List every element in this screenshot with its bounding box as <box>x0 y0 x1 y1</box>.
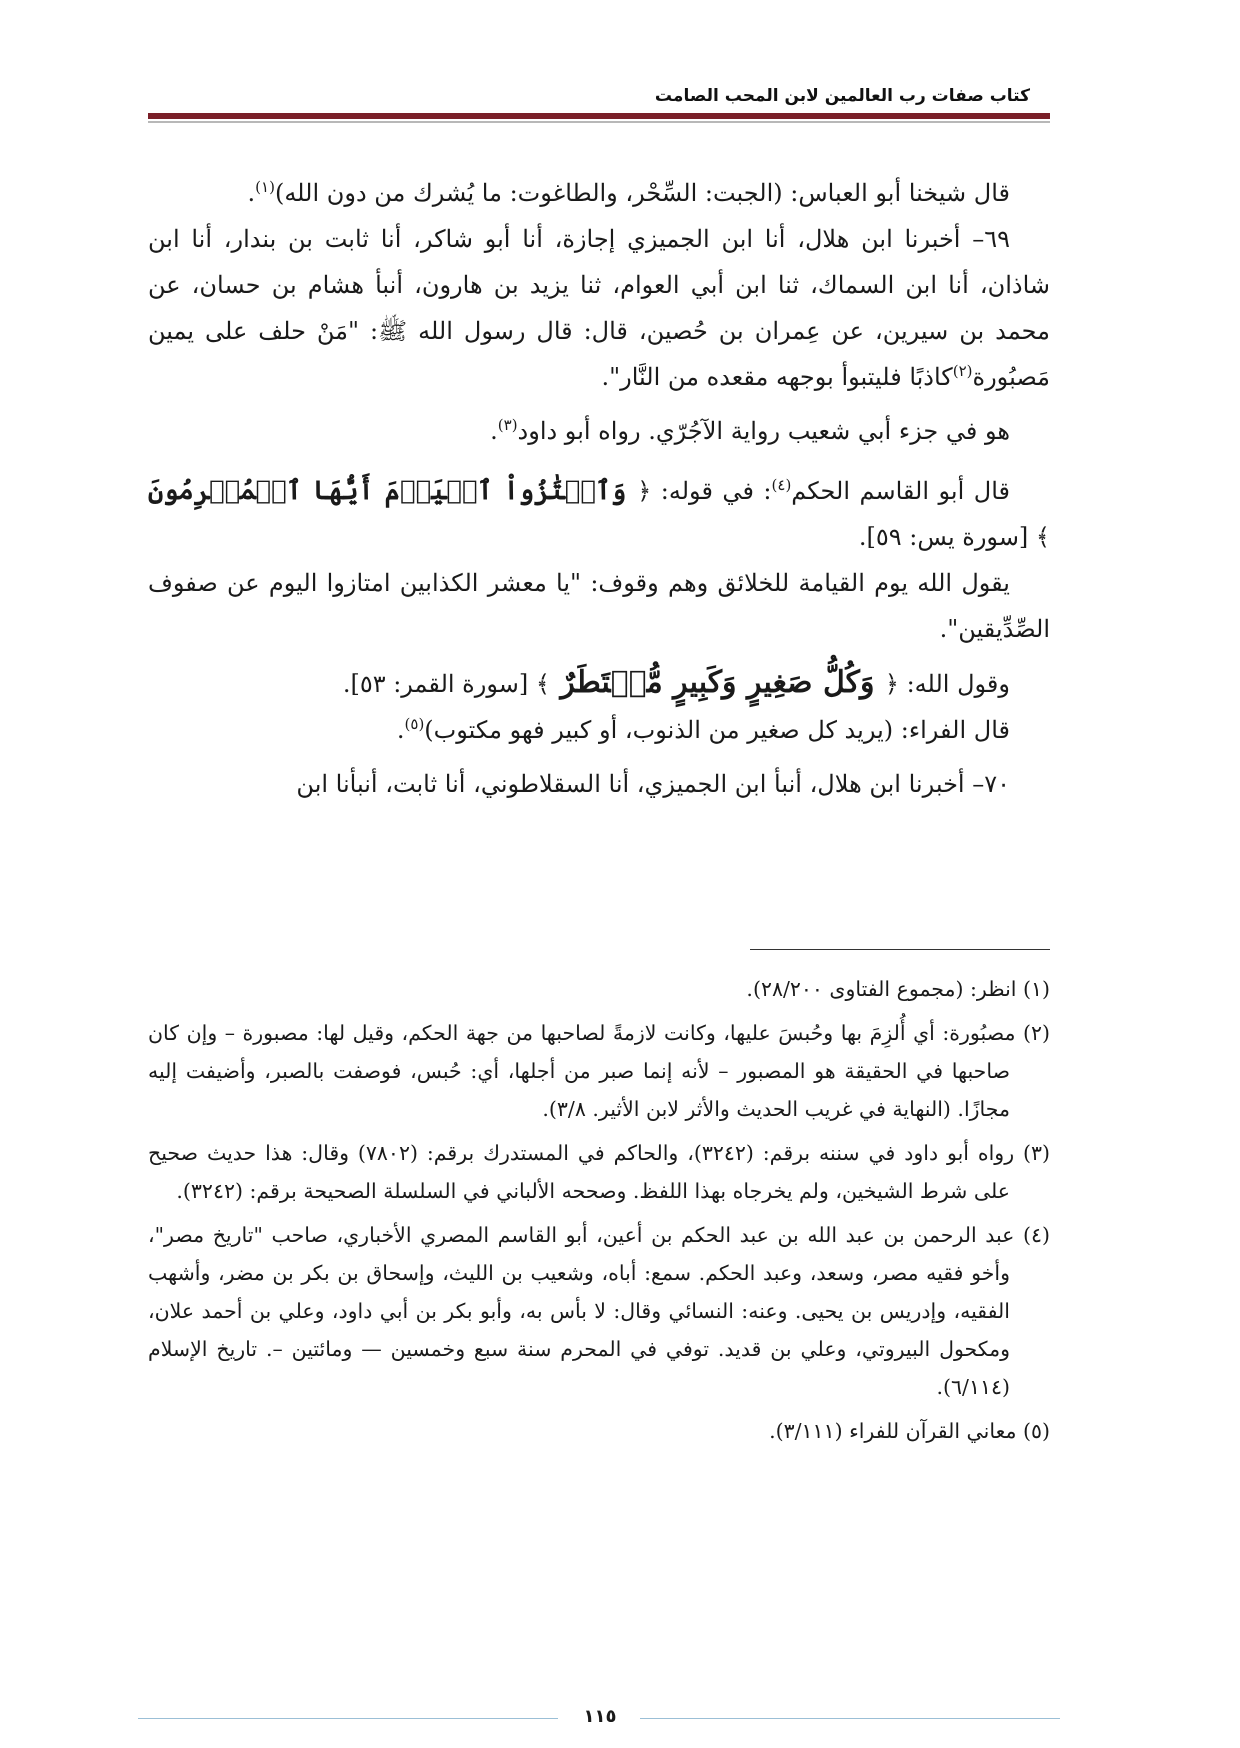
paragraph-3 <box>148 408 1050 454</box>
paragraph-end: كاذبًا فليتبوأ بوجهه مقعده من النَّار". <box>601 363 953 391</box>
paragraph-text: وقول الله: ﴿ <box>884 670 1010 698</box>
surah-citation: ﴾ [سورة القمر: ٥٣]. <box>342 670 550 698</box>
paragraph-text: قال شيخنا أبو العباس: (الجبت: السِّحْر، والطاغوت: ما يُشرك من دون الله) <box>274 179 1010 207</box>
main-text <box>148 170 1050 807</box>
paragraph-4 <box>148 468 1050 560</box>
paragraph-text: هو في جزء أبي شعيب رواية الآجُرّي. رواه أبو داود <box>517 417 1010 445</box>
paragraph-text-mid: : في قوله: ﴿ <box>637 477 772 505</box>
footnote-separator <box>750 949 1050 950</box>
running-header-title: كتاب صفات رب العالمين لابن المحب الصامت <box>654 86 1030 106</box>
footnote-ref-4: (٤) <box>771 476 792 494</box>
paragraph-text: قال الفراء: (يريد كل صغير من الذنوب، أو كبير فهو مكتوب) <box>424 716 1010 744</box>
footnotes <box>148 970 1050 1450</box>
paragraph-6 <box>148 660 1050 707</box>
footnote-ref-1: (١) <box>255 178 275 196</box>
paragraph-text: ٦٩– أخبرنا ابن هلال، أنا ابن الجميزي إجازة، أنا أبو شاكر، أنا ثابت بن بندار، أنا ابن شاذان، أنا ابن السماك، ثنا ابن أبي العوام، ثنا يزيد بن هارون، أنبأ هشام بن حسان، عن محمد بن سيرين، عن عِمران بن حُصين، قال: قال رسول الله ﷺ: "مَنْ حلف على يمين مَصبُورة <box>148 225 1050 391</box>
header-rule-shadow <box>148 121 1050 123</box>
paragraph-text: قال أبو القاسم الحكم <box>791 477 1011 505</box>
footer-rule-left <box>138 1718 558 1719</box>
paragraph-text: ٧٠– أخبرنا ابن هلال، أنبأ ابن الجميزي، أنا السقلاطوني، أنا ثابت، أنبأنا ابن <box>296 770 1010 798</box>
paragraph-text: يقول الله يوم القيامة للخلائق وهم وقوف: "يا معشر الكذابين امتازوا اليوم عن صفوف الصِّدِّيقين". <box>148 569 1050 643</box>
paragraph-8 <box>148 761 1050 807</box>
footnote-1: (١) انظر: (مجموع الفتاوى ٢٨/٢٠٠). <box>746 977 1050 1001</box>
footnote-3: (٣) رواه أبو داود في سننه برقم: (٣٢٤٢)، والحاكم في المستدرك برقم: (٧٨٠٢) وقال: هذا حديث صحيح على شرط الشيخين، ولم يخرجاه بهذا اللفظ. وصححه الألباني في السلسلة الصحيحة برقم: (٣٢٤٢). <box>148 1141 1050 1203</box>
paragraph-end: . <box>247 179 256 207</box>
paragraph-5 <box>148 560 1050 652</box>
paragraph-end: . <box>396 716 405 744</box>
surah-citation: ﴾ [سورة يس: ٥٩]. <box>858 523 1050 551</box>
header-rule <box>148 113 1050 119</box>
paragraph-7 <box>148 707 1050 753</box>
quran-verse: وَٱمۡتَٰزُواْ ٱلۡيَوۡمَ أَيُّهَا ٱلۡمُجۡرِمُونَ <box>148 476 638 506</box>
paragraph-1 <box>148 170 1050 216</box>
footnote-ref-2: (٢) <box>952 362 973 380</box>
page-number: ١١٥ <box>583 1706 617 1727</box>
footer-rule-right <box>640 1718 1060 1719</box>
footnote-ref-5: (٥) <box>404 715 425 733</box>
footnote-ref-3: (٣) <box>497 416 518 434</box>
paragraph-2 <box>148 216 1050 400</box>
footnote-4: (٤) عبد الرحمن بن عبد الله بن عبد الحكم بن أعين، أبو القاسم المصري الأخباري، صاحب "تاريخ مصر"، وأخو فقيه مصر، وسعد، وعبد الحكم. سمع: أباه، وشعيب بن الليث، وإسحاق بن بكر بن مضر، وأشهب الفقيه، وإدريس بن يحيى. وعنه: النسائي وقال: لا بأس به، وأبو بكر بن أبي داود، وعلي بن أحمد علان، ومكحول البيروتي، وعلي بن قديد. توفي في المحرم سنة سبع وخمسين — ومائتين –. تاريخ الإسلام (٦/١١٤). <box>148 1223 1050 1399</box>
paragraph-end: . <box>490 417 498 445</box>
footnote-5: (٥) معاني القرآن للفراء (٣/١١١). <box>769 1419 1050 1443</box>
quran-verse: وَكُلُّ صَغِيرٍ وَكَبِيرٍ مُّسۡتَطَرٌ <box>549 665 885 700</box>
footnote-2: (٢) مصبُورة: أي أُلزِمَ بها وحُبسَ عليها، وكانت لازمةً لصاحبها من جهة الحكم، وقيل لها: مصبورة – وإن كان صاحبها في الحقيقة هو المصبور – لأنه إنما صبر من أجلها، أي: حُبس، فوصفت بالصبر، وأضيفت إليه مجازًا. (النهاية في غريب الحديث والأثر لابن الأثير. ٣/٨). <box>148 1021 1050 1121</box>
